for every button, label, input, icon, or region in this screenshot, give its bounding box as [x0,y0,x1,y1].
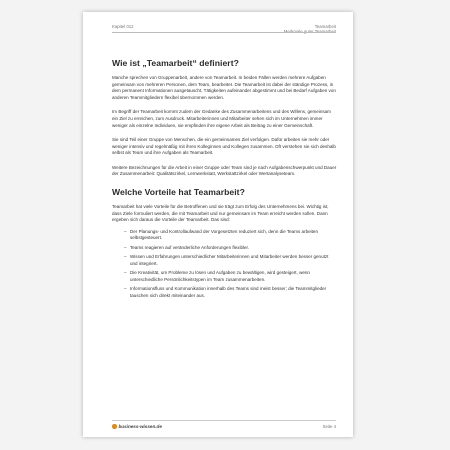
logo-text: business-wissen.de [118,424,162,429]
paragraph: Manche sprechen von Gruppenarbeit, andere von Teamarbeit. In beiden Fällen werden mehrere Aufgaben gemeinsam von mehreren Personen, dem Team, bearbeitet. Die Teamarbeit ist dabei der ständige Prozess, in dem permanent Informationen ausgetauscht, Tätigkeiten aufeinander abgestimmt und bei Bedarf Aufgaben von anderen Teammitgliedern flexibel übernommen werden. [112,75,336,101]
advantages-list [112,229,337,300]
list-item: – Die Kreativität, um Probleme zu lösen und Aufgaben zu bewältigen, wird gesteigert, wenn unterschiedliche Persönlichkeitstypen im Team zusammenarbeiten. [130,270,337,283]
header-section: Teamarbeit [314,24,336,29]
paragraph: Im Begriff der Teamarbeit kommt zudem der Gedanke des Zusammenarbeitens und des Willens, gemeinsam ein Ziel zu erreichen, zum Ausdruck. Mitarbeiterinnen und Mitarbeiter sehen sich im Unternehmen immer weniger als einzelne Individuen, sie empfinden ihre eigene Arbeit als Beitrag zu einer Gemeinschaft. [112,109,331,128]
header-subsection: Merkmale guter Teamarbeit [283,29,336,35]
footer-divider [112,420,336,421]
heading-definition: Wie ist „Teamarbeit“ definiert? [112,58,239,68]
list-item: – Wissen und Erfahrungen unterschiedlicher Mitarbeiterinnen und Mitarbeiter werden besser genutzt und integriert. [130,254,337,267]
list-item: – Informationsfluss und Kommunikation innerhalb des Teams sind meist besser; die Teammitglieder tauschen sich direkt miteinander aus. [130,286,337,299]
header-divider [112,32,336,33]
header-chapter: Kapitel 012 [112,24,134,29]
header-section-block [284,24,336,35]
list-item: – Teams reagieren auf veränderliche Anforderungen flexibler. [130,245,337,252]
paragraph: Weitere Bezeichnungen für die Arbeit in einer Gruppe oder Team sind je nach Aufgabenschwerpunkt und Dauer der Zusammenarbeit: Qualitätszirkel, Lernwerkstatt, Werkstattzirkel oder Wertanalyseteam. [112,164,337,177]
document-page [83,12,353,437]
paragraph: Sie sind Teil einer Gruppe von Menschen, die ein gemeinsames Ziel verfolgen. Dafür arbeiten sie mehr oder weniger intensiv und regelmäßig mit ihren Kolleginnen und Kollegen zusammen. Oft verstehen sie sich deshalb selbst als Team und ihre Aufgaben als Teamarbeit. [112,136,336,156]
page-content [112,58,337,302]
paragraph-intro: Teamarbeit hat viele Vorteile für die Betroffenen und sie trägt zum Erfolg des Unternehmens bei. Wichtig ist, dass Ziele formuliert werden, die mit Teamarbeit und nur gemeinsam im Team erreicht werden sollen. Dann ergeben sich daraus die Vorteile der Teamarbeit. Das sind: [112,203,329,223]
footer-logo [112,424,162,429]
list-item: – Der Planungs- und Kontrollaufwand der Vorgesetzten reduziert sich, denn die Teams arbeiten selbstgesteuert. [130,229,337,242]
heading-advantages: Welche Vorteile hat Teamarbeit? [112,186,245,197]
page-number: Seite 4 [322,424,336,429]
logo-dot-icon [112,424,117,429]
